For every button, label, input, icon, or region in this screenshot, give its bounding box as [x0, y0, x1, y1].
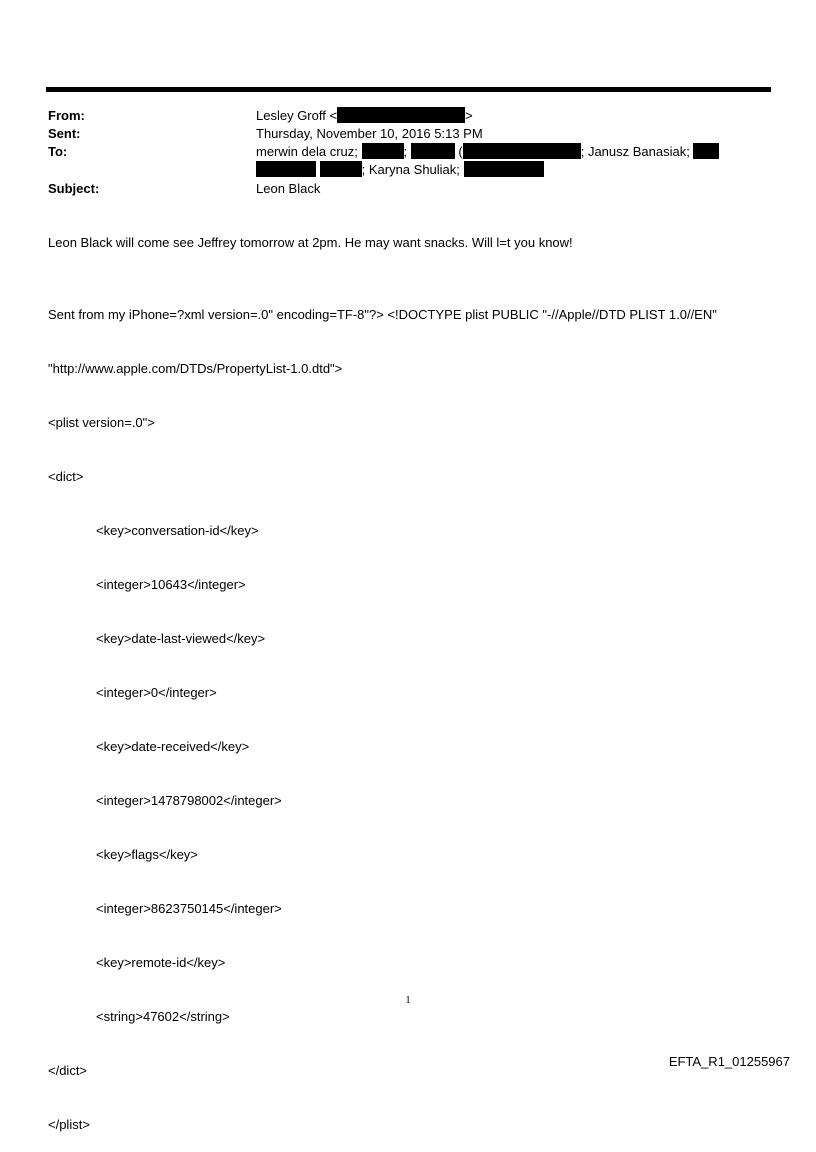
to-value-line2: [256, 161, 544, 179]
page-number: 1: [405, 994, 411, 1006]
sent-value: Thursday, November 10, 2016 5:13 PM: [256, 126, 483, 141]
to-open-paren: (: [458, 144, 463, 159]
plist-entry: <key>date-last-viewed</key>: [96, 631, 266, 646]
redaction-box: [320, 161, 362, 177]
redaction-box: [463, 143, 581, 159]
redaction-box: [337, 107, 465, 123]
header-rule: [46, 87, 771, 92]
redaction-box: [411, 143, 455, 159]
to-recipient-2: ; Janusz Banasiak;: [580, 144, 690, 159]
sent-label: Sent:: [48, 126, 81, 141]
redaction-box: [464, 161, 544, 177]
from-name: Lesley Groff <: [256, 108, 338, 123]
plist-entry: <integer>10643</integer>: [96, 577, 246, 592]
to-value-line1: [256, 143, 719, 161]
plist-entry: <key>conversation-id</key>: [96, 523, 259, 538]
plist-open: <plist version=.0">: [48, 415, 155, 430]
from-value: [256, 107, 473, 125]
redaction-box: [256, 161, 316, 177]
subject-value: Leon Black: [256, 181, 321, 196]
plist-entry: <key>date-received</key>: [96, 739, 250, 754]
redaction-box: [362, 143, 404, 159]
from-label: From:: [48, 108, 85, 123]
sent-from-line: Sent from my iPhone=?xml version=.0" encoding=TF-8"?> <!DOCTYPE plist PUBLIC "-//Apple//DTD PLIST 1.0//EN": [48, 307, 717, 322]
plist-entry: <key>flags</key>: [96, 847, 198, 862]
plist-close: </plist>: [48, 1117, 90, 1132]
from-close: >: [465, 108, 473, 123]
plist-entry: <integer>8623750145</integer>: [96, 901, 282, 916]
document-id: EFTA_R1_01255967: [668, 1054, 790, 1069]
plist-entry: <integer>1478798002</integer>: [96, 793, 282, 808]
plist-entry: <string>47602</string>: [96, 1009, 230, 1024]
to-separator: ;: [403, 144, 408, 159]
to-label: To:: [48, 144, 68, 159]
redaction-box: [693, 143, 719, 159]
plist-block: [48, 270, 717, 1152]
plist-entry: <integer>0</integer>: [96, 685, 217, 700]
to-recipient-1: merwin dela cruz;: [256, 144, 358, 159]
dtd-line: "http://www.apple.com/DTDs/PropertyList-1.0.dtd">: [48, 361, 343, 376]
to-recipient-3: ; Karyna Shuliak;: [361, 162, 460, 177]
plist-entry: <key>remote-id</key>: [96, 955, 226, 970]
subject-label: Subject:: [48, 181, 100, 196]
dict-close: </dict>: [48, 1063, 88, 1078]
dict-open: <dict>: [48, 469, 84, 484]
message-text: Leon Black will come see Jeffrey tomorrow at 2pm. He may want snacks. Will l=t you know!: [48, 235, 573, 250]
